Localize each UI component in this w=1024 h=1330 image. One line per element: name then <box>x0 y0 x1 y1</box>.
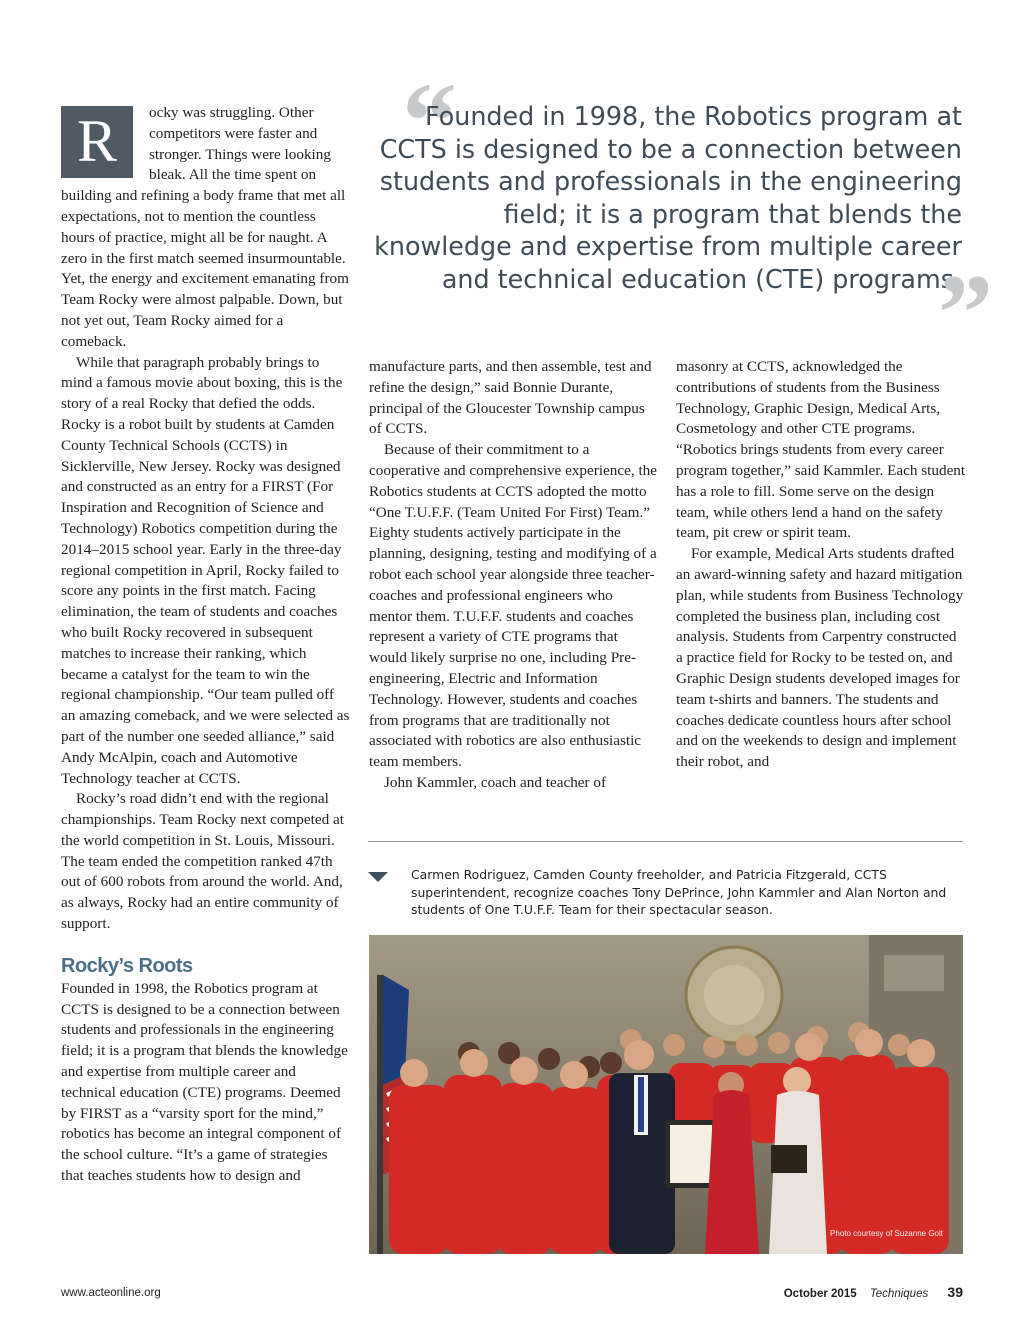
drop-cap: R <box>61 106 133 178</box>
team-photo-illustration <box>369 935 963 1254</box>
pull-quote-text: Founded in 1998, the Robotics program at CCTS is designed to be a connection between students and professionals in the engineering field; it is a program that blends the knowledge and expertise from multiple career and technical education (CTE) programs. <box>374 101 962 294</box>
paragraph: John Kammler, coach and teacher of <box>384 773 607 791</box>
pull-quote <box>370 100 962 295</box>
photo-credit: Photo courtesy of Suzanne Golt <box>830 1229 943 1238</box>
paragraph: While that paragraph probably brings to mind a famous movie about boxing, this is the story of a real Rocky that defied the odds. Rocky is a robot built by students at Camden County Technical Schools (CCTS) in Sicklerville, New Jersey. Rocky was designed and constructed as an entry for a FIRST (For Inspiration and Recognition of Science and Technology) Robotics competition during the 2014–2015 school year. Early in the three-day regional competition in April, Rocky failed to score any points in the first match. Facing elimination, the team of students and coaches who built Rocky recovered in subsequent matches to increase their ranking, which became a catalyst for the team to win the regional championship. “Our team pulled off an amazing comeback, and we were selected as part of the number one seeded alliance,” said Andy McAlpin, coach and Automotive Technology teacher at CCTS. <box>61 353 350 787</box>
paragraph: Founded in 1998, the Robotics program at CCTS is designed to be a connection between students and professionals in the engineering field; it is a program that blends the knowledge and expertise from multiple career and technical education (CTE) programs. Deemed by FIRST as a “varsity sport for the mind,” robotics has become an integral component of the school culture. “It’s a game of strategies that teaches students how to design and <box>61 979 348 1185</box>
page-number: 39 <box>947 1284 963 1300</box>
close-quote-mark: ” <box>938 252 993 374</box>
article-column-3 <box>676 357 966 773</box>
photo-caption: Carmen Rodriguez, Camden County freeholder, and Patricia Fitzgerald, CCTS superintendent, recognize coaches Tony DePrince, John Kammler and Alan Norton and students of One T.U.F.F. Team for their spectacular season. <box>411 867 947 917</box>
article-column-2 <box>369 357 659 794</box>
open-quote-mark: “ <box>402 60 457 182</box>
footer-issue <box>784 1284 963 1300</box>
magazine-name: Techniques <box>869 1288 929 1300</box>
caption-arrow-icon <box>368 872 388 882</box>
section-subhead: Rocky’s Roots <box>61 954 193 977</box>
team-photo <box>369 935 963 1254</box>
paragraph: Because of their commitment to a cooperative and comprehensive experience, the Robotics students at CCTS adopted the motto “One T.U.F.F. (Team United For First) Team.” Eighty students actively participate in the planning, designing, testing and modifying of a robot each school year alongside three teacher-coaches and professional engineers who mentor them. T.U.F.F. students and coaches represent a variety of CTE programs that would likely surprise no one, including Pre-engineering, Electric and Information Technology. However, students and coaches from programs that are traditionally not associated with robotics are also enthusiastic team members. <box>369 441 657 771</box>
footer-url[interactable]: www.acteonline.org <box>61 1287 161 1299</box>
issue-date: October 2015 <box>783 1288 857 1300</box>
paragraph: For example, Medical Arts students drafted an award-winning safety and hazard mitigation plan, while students from Business Technology completed the business plan, including cost analysis. Students from Carpentry constructed a practice field for Rocky to be tested on, and Graphic Design students developed images for team t-shirts and banners. The students and coaches dedicate countless hours after school and on the weekends to design and implement their robot, and <box>676 545 964 771</box>
paragraph: ocky was struggling. Other competitors were faster and stronger. Things were looking bleak. All the time spent on building and refining a body frame that met all expectations, not to mention the countless hours of practice, might all be for naught. A zero in the first match seemed insurmountable. Yet, the energy and excitement emanating from Team Rocky were almost palpable. Down, but not yet out, Team Rocky aimed for a comeback. <box>61 104 349 350</box>
divider <box>368 841 963 842</box>
paragraph: manufacture parts, and then assemble, test and refine the design,” said Bonnie Durante, principal of the Gloucester Township campus of CCTS. <box>369 358 652 438</box>
paragraph: masonry at CCTS, acknowledged the contributions of students from the Business Technology, Graphic Design, Medical Arts, Cosmetology and other CTE programs. “Robotics brings students from every career program together,” said Kammler. Each student has a role to fill. Some serve on the design team, while others lend a hand on the safety team, pit crew or spirit team. <box>676 358 966 542</box>
paragraph: Rocky’s road didn’t end with the regional championships. Team Rocky next competed at the world competition in St. Louis, Missouri. The team ended the competition ranked 47th out of 600 robots from around the world. And, as always, Rocky had an entire community of support. <box>61 790 344 933</box>
article-column-1 <box>61 103 351 1187</box>
